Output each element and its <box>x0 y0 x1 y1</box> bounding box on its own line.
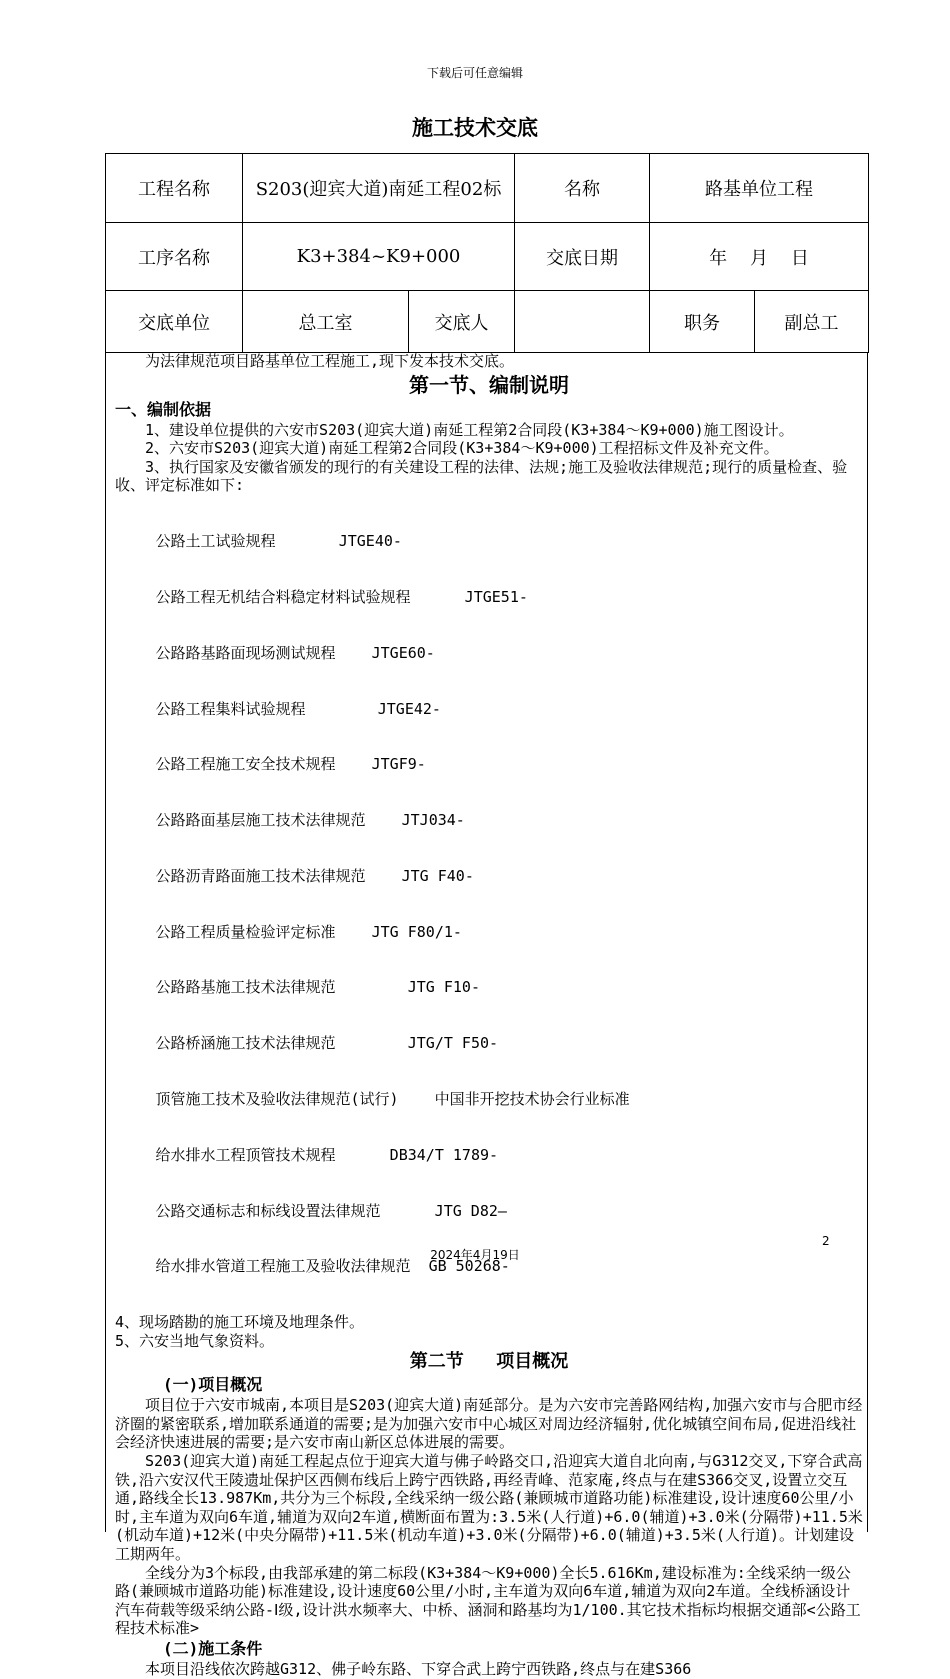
basis-item-3: 3、执行国家及安徽省颁发的现行的有关建设工程的法律、法规;施工及验收法律规范;现行的质量检查、验收、评定标准如下: <box>115 457 848 495</box>
footer-date: 2024年4月19日 <box>430 1248 520 1262</box>
position-label: 职务 <box>650 291 755 353</box>
standard-item: 给水排水工程顶管技术规程 DB34/T 1789- <box>155 1145 499 1164</box>
basis-item-1: 1、建设单位提供的六安市S203(迎宾大道)南延工程第2合同段(K3+384～K9+000)施工图设计。 <box>145 420 794 439</box>
process-value: K3+384~K9+000 <box>243 223 515 291</box>
overview-paragraph-3: 全线分为3个标段,由我部承建的第二标段(K3+384～K9+000)全长5.616Km,建设标准为:全线采纳一级公路(兼顾城市道路功能)标准建设,设计速度60公里/小时,主车道为双向6车道,辅道为双向2车道。全线桥涵设计汽车荷载等级采纳公路-Ⅰ级,设计洪水频率大、中桥、涵洞和路基均为1/100.其它技术指标均根据交通部<公路工程技术标准> <box>115 1563 861 1638</box>
position-value: 副总工 <box>755 291 869 353</box>
standard-item: 公路路基施工技术法律规范 JTG F10- <box>155 978 480 997</box>
name-value: 路基单位工程 <box>650 154 869 223</box>
basis-item-4: 4、现场踏勘的施工环境及地理条件。 <box>115 1313 365 1332</box>
standard-item: 公路工程无机结合料稳定材料试验规程 JTGE51- <box>155 587 528 606</box>
unit-label: 交底单位 <box>106 291 243 353</box>
right-border <box>867 352 868 1532</box>
left-border <box>105 352 106 1532</box>
info-table <box>105 153 869 353</box>
standard-item: 公路工程施工安全技术规程 JTGF9- <box>155 755 426 774</box>
standard-item: 给水排水管道工程施工及验收法律规范 GB 50268- <box>155 1257 510 1276</box>
person-label: 交底人 <box>409 291 515 353</box>
intro-text: 为法律规范项目路基单位工程施工,现下发本技术交底。 <box>145 352 515 370</box>
standard-item: 公路路基路面现场测试规程 JTGE60- <box>155 643 435 662</box>
page-title: 施工技术交底 <box>412 115 538 140</box>
standard-item: 公路沥青路面施工技术法律规范 JTG F40- <box>155 866 474 885</box>
basis-heading: 一、编制依据 <box>115 399 212 419</box>
body-content <box>115 352 863 1679</box>
standard-item: 公路桥涵施工技术法律规范 JTG/T F50- <box>155 1034 499 1053</box>
standard-item: 公路工程集料试验规程 JTGE42- <box>155 699 441 718</box>
header-note: 下载后可任意编辑 <box>426 66 523 80</box>
overview-heading: (一)项目概况 <box>163 1375 263 1395</box>
standard-item: 公路工程质量检验评定标准 JTG F80/1- <box>155 922 462 941</box>
overview-paragraph-2: S203(迎宾大道)南延工程起点位于迎宾大道与佛子岭路交口,沿迎宾大道自北向南,与G312交叉,下穿合武高铁,沿六安汉代王陵遗址保护区西侧布线后上跨宁西铁路,再经青峰、范家庵,终点与在建S366交叉,设置立交互通,路线全长13.987Km,共分为三个标段,全线采纳一级公路(兼顾城市道路功能)标准建设,设计速度60公里/小时,主车道为双向6车道,辅道为双向2车道,横断面布置为:3.5米(人行道)+6.0(辅道)+3.0米(分隔带)+11.5米(机动车道)+12米(中央分隔带)+11.5米(机动车道)+3.0米(分隔带)+6.0(辅道)+3.5米(人行道)。计划建设工期两年。 <box>115 1452 863 1564</box>
unit-value: 总工室 <box>243 291 409 353</box>
standard-item: 公路交通标志和标线设置法律规范 JTG D82— <box>155 1201 507 1220</box>
date-label: 交底日期 <box>515 223 650 291</box>
basis-item-2: 2、六安市S203(迎宾大道)南延工程第2合同段(K3+384～K9+000)工程招标文件及补充文件。 <box>145 439 779 458</box>
section1-heading: 第一节、编制说明 <box>409 372 569 397</box>
project-name-value: S203(迎宾大道)南延工程02标 <box>243 154 515 223</box>
standard-item: 公路路面基层施工技术法律规范 JTJ034- <box>155 811 465 830</box>
standards-list <box>115 495 863 1313</box>
person-value <box>515 291 650 353</box>
page-number: 2 <box>822 1234 830 1248</box>
conditions-paragraph: 本项目沿线依次跨越G312、佛子岭东路、下穿合武上跨宁西铁路,终点与在建S366 <box>145 1660 692 1678</box>
conditions-heading: (二)施工条件 <box>163 1639 263 1658</box>
section2-heading: 第二节 项目概况 <box>409 1351 569 1373</box>
date-value: 年 月 日 <box>650 223 869 291</box>
project-name-label: 工程名称 <box>106 154 243 223</box>
name-label: 名称 <box>515 154 650 223</box>
standard-item: 顶管施工技术及验收法律规范(试行) 中国非开挖技术协会行业标准 <box>155 1089 630 1108</box>
process-label: 工序名称 <box>106 223 243 291</box>
basis-item-5: 5、六安当地气象资料。 <box>115 1331 275 1350</box>
standard-item: 公路土工试验规程 JTGE40- <box>155 532 402 551</box>
overview-paragraph-1: 项目位于六安市城南,本项目是S203(迎宾大道)南延部分。是为六安市完善路网结构,加强六安市与合肥市经济圈的紧密联系,增加联系通道的需要;是为加强六安市中心城区对周边经济辐射,优化城镇空间布局,促进沿线社会经济快速进展的需要;是六安市南山新区总体进展的需要。 <box>115 1396 863 1452</box>
